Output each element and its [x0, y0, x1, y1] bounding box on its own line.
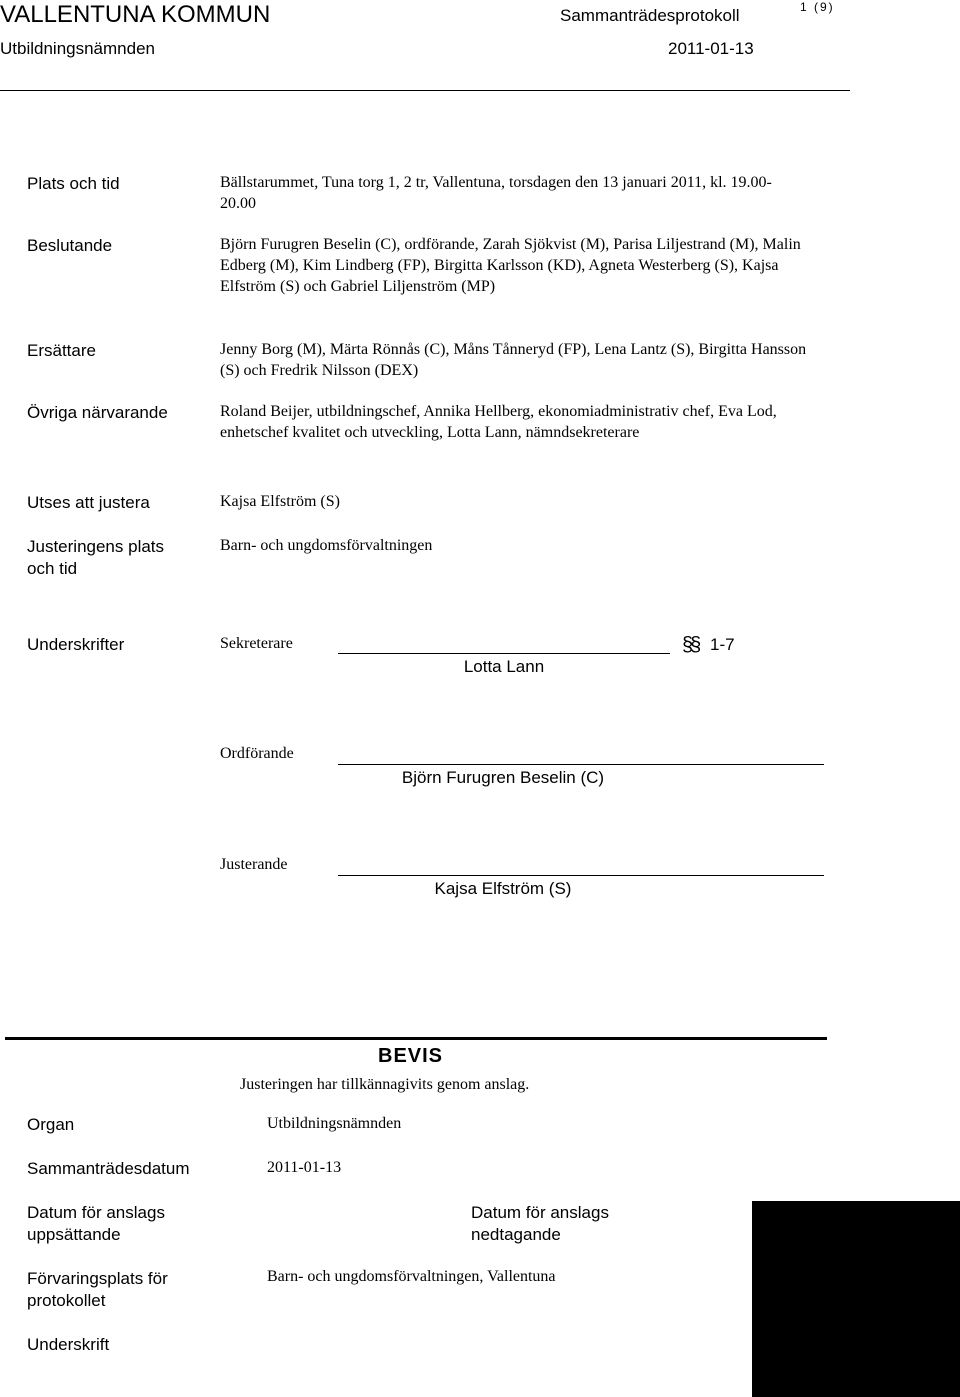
beslutande-value: Björn Furugren Beselin (C), ordförande, Zarah Sjökvist (M), Parisa Liljestrand (M), Malin Edberg (M), Kim Lindberg (FP), Birgitta Karlsson (KD), Agneta Westerberg (S), Kajsa Elfström (S) och Gabriel Liljenström (MP) [220, 236, 801, 295]
underskrift-label: Underskrift [27, 1335, 110, 1354]
uppsattande-label-line1: Datum för anslags [27, 1203, 165, 1222]
adjuster-role: Justerande [220, 856, 288, 873]
adjuster-name: Kajsa Elfström (S) [434, 879, 572, 898]
paragraph-range: 1-7 [710, 635, 735, 654]
ersattare-value: Jenny Borg (M), Märta Rönnås (C), Måns Tånneryd (FP), Lena Lantz (S), Birgitta Hansson (S) och Fredrik Nilsson (DEX) [220, 341, 807, 379]
secretary-role: Sekreterare [220, 635, 293, 652]
chair-name: Björn Furugren Beselin (C) [401, 768, 605, 787]
ovriga-value: Roland Beijer, utbildningschef, Annika Hellberg, ekonomiadministrativ chef, Eva Lod, enhetschef kvalitet och utveckling, Lotta Lann, nämndsekreterare [220, 403, 777, 441]
organization-name: VALLENTUNA KOMMUN [0, 1, 271, 28]
page-number: 1 (9) [800, 0, 835, 14]
forvaring-label-line2: protokollet [27, 1291, 106, 1310]
nedtagande-label-line1: Datum för anslags [471, 1203, 609, 1222]
redaction-block [752, 1201, 960, 1397]
sammantradesdatum-label: Sammanträdesdatum [27, 1159, 190, 1178]
uppsattande-label-line2: uppsättande [27, 1225, 121, 1244]
sammantradesdatum-value: 2011-01-13 [267, 1159, 342, 1176]
ersattare-label: Ersättare [27, 341, 96, 360]
secretary-name: Lotta Lann [463, 657, 545, 676]
justeringens-label-line2: och tid [27, 559, 78, 578]
justeringens-value: Barn- och ungdomsförvaltningen [220, 537, 433, 554]
adjuster-signature-line [338, 875, 824, 876]
justeringens-label-line1: Justeringens plats [27, 537, 165, 556]
nedtagande-label-line2: nedtagande [471, 1225, 561, 1244]
bevis-subtitle: Justeringen har tillkännagivits genom anslag. [240, 1076, 530, 1093]
ovriga-label: Övriga närvarande [27, 403, 168, 422]
organ-value: Utbildningsnämnden [267, 1115, 402, 1132]
organ-label: Organ [27, 1115, 75, 1134]
plats-label: Plats och tid [27, 174, 120, 193]
underskrifter-label: Underskrifter [27, 635, 125, 654]
bevis-divider [5, 1037, 827, 1040]
chair-signature-line [338, 764, 824, 765]
forvaring-label-line1: Förvaringsplats för [27, 1269, 168, 1288]
meeting-date: 2011-01-13 [668, 39, 754, 58]
paragraph-symbol: §§ [682, 634, 699, 656]
utses-label: Utses att justera [27, 493, 150, 512]
beslutande-label: Beslutande [27, 236, 113, 255]
plats-value: Bällstarummet, Tuna torg 1, 2 tr, Vallentuna, torsdagen den 13 januari 2011, kl. 19.00-20.00 [220, 174, 772, 212]
board-name: Utbildningsnämnden [0, 39, 155, 58]
document-type: Sammanträdesprotokoll [560, 6, 740, 25]
chair-role: Ordförande [220, 745, 294, 762]
forvaring-value: Barn- och ungdomsförvaltningen, Vallentuna [267, 1268, 556, 1285]
utses-value: Kajsa Elfström (S) [220, 493, 340, 510]
bevis-title: BEVIS [378, 1045, 444, 1067]
header-divider [0, 90, 850, 91]
secretary-signature-line [338, 653, 670, 654]
